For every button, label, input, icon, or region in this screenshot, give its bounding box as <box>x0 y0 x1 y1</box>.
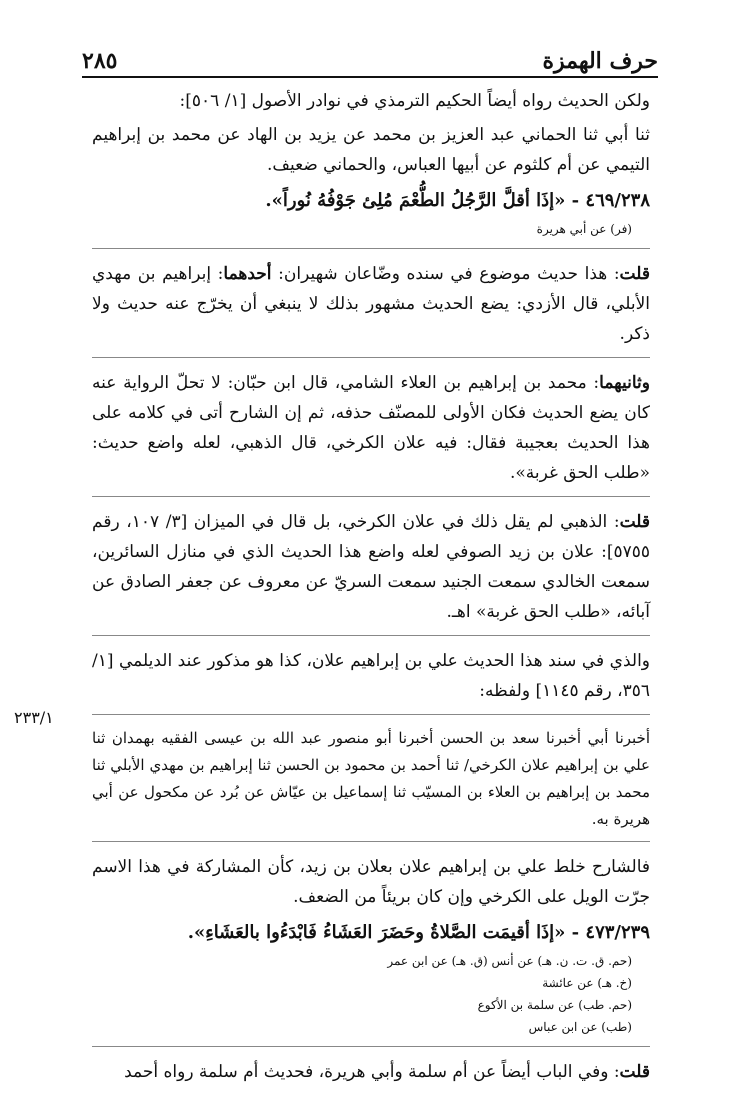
separator <box>92 357 650 358</box>
hadith-source: (فر) عن أبي هريرة <box>536 222 632 236</box>
header-rule <box>82 76 658 78</box>
paragraph-text: : هذا حديث موضوع في سنده وضّاعان شهيران: <box>271 264 620 284</box>
separator <box>92 841 650 842</box>
page-body <box>92 86 650 1091</box>
paragraph: ولكن الحديث رواه أيضاً الحكيم الترمذي في نوادر الأصول [١/ ٥٠٦]: <box>179 91 650 111</box>
bold-term: وثانيهما <box>599 373 650 393</box>
paragraph-text: : وفي الباب أيضاً عن أم سلمة وأبي هريرة، فحديث أم سلمة رواه أحمد <box>124 1062 620 1082</box>
page-header <box>82 38 658 74</box>
hadith-heading: ٤٧٣/٢٣٩ - «إذَا أقيمَت الصَّلاةُ وحَضَرَ العَشَاءُ فَابْدَءُوا بالعَشَاءِ». <box>187 922 650 943</box>
paragraph: ثنا أبي ثنا الحماني عبد العزيز بن محمد عن يزيد بن الهاد عن محمد بن إبراهيم التيمي عن أم كلثوم عن أبيها العباس، والحماني ضعيف. <box>92 125 650 175</box>
separator <box>92 496 650 497</box>
separator <box>92 248 650 249</box>
separator <box>92 635 650 636</box>
qultu-label: قلت <box>619 1062 650 1082</box>
page-number: ٢٨٥ <box>82 48 118 74</box>
separator <box>92 714 650 715</box>
hadith-source: (حم. طب) عن سلمة بن الأكوع <box>477 998 632 1012</box>
commentary-paragraph <box>92 368 650 488</box>
hadith-source: (خ. هـ) عن عائشة <box>542 976 632 990</box>
chapter-title: حرف الهمزة <box>542 48 658 74</box>
paragraph-text: : محمد بن إبراهيم بن العلاء الشامي، قال ابن حبّان: لا تحلّ الرواية عنه كان يضع الحديث فكان الأولى للمصنّف حذفه، ثم إن الشارح أتى في كلامه على هذا الحديث بعجيبة فقال: فيه علان الكرخي، قال الذهبي، لعله واضع حديث: «طلب الحق غربة». <box>92 373 650 483</box>
bold-term: أحدهما <box>223 264 272 284</box>
separator <box>92 1046 650 1047</box>
commentary-paragraph <box>92 259 650 349</box>
paragraph: فالشارح خلط علي بن إبراهيم علان بعلان بن زيد، كأن المشاركة في هذا الاسم جرّت الويل على الكرخي وإن كان بريئاً من الضعف. <box>92 857 650 907</box>
qultu-label: قلت <box>619 264 650 284</box>
isnad-paragraph: أخبرنا أبي أخبرنا سعد بن الحسن أخبرنا أبو منصور عبد الله بن عيسى الفقيه بهمدان ثنا علي بن إبراهيم علان الكرخي/ ثنا أحمد بن محمود بن الحسن ثنا إبراهيم بن مهدي الأبلي ثنا محمد بن إبراهيم بن العلاء بن المسيّب ثنا إسماعيل بن عيّاش عن بُرد عن مكحول عن أبي هريرة به. <box>92 729 651 828</box>
qultu-label: قلت <box>619 512 651 532</box>
paragraph-text: : إبراهيم بن مهدي الأبلي، قال الأزدي: يضع الحديث مشهور بذلك لا ينبغي أن يخرّج عنه حديث ولا ذكر. <box>92 264 650 344</box>
paragraph: والذي في سند هذا الحديث علي بن إبراهيم علان، كذا هو مذكور عند الديلمي [١/ ٣٥٦، رقم ١١٤٥] ولفظه: <box>92 651 651 701</box>
hadith-source: (طب) عن ابن عباس <box>528 1020 632 1034</box>
hadith-source: (حم. ق. ت. ن. هـ) عن أنس (ق. هـ) عن ابن عمر <box>387 954 632 968</box>
commentary-paragraph <box>92 1057 650 1087</box>
margin-page-reference: ٢٣٣/١ <box>14 708 54 727</box>
hadith-heading: ٤٦٩/٢٣٨ - «إذَا أقلَّ الرَّجُلُ الطُّعْمَ مُلِئ جَوْفُهُ نُوراً». <box>265 190 650 211</box>
paragraph-text: : الذهبي لم يقل ذلك في علان الكرخي، بل قال في الميزان [٣/ ١٠٧، رقم ٥٧٥٥]: علان بن زيد الصوفي لعله واضع هذا الحديث الذي في منازل السائرين، سمعت الخالدي سمعت الجنيد سمعت السريّ عن معروف عن جعفر الصادق عن آبائه، «طلب الحق غربة» اهـ. <box>92 512 650 622</box>
commentary-paragraph <box>92 507 650 627</box>
